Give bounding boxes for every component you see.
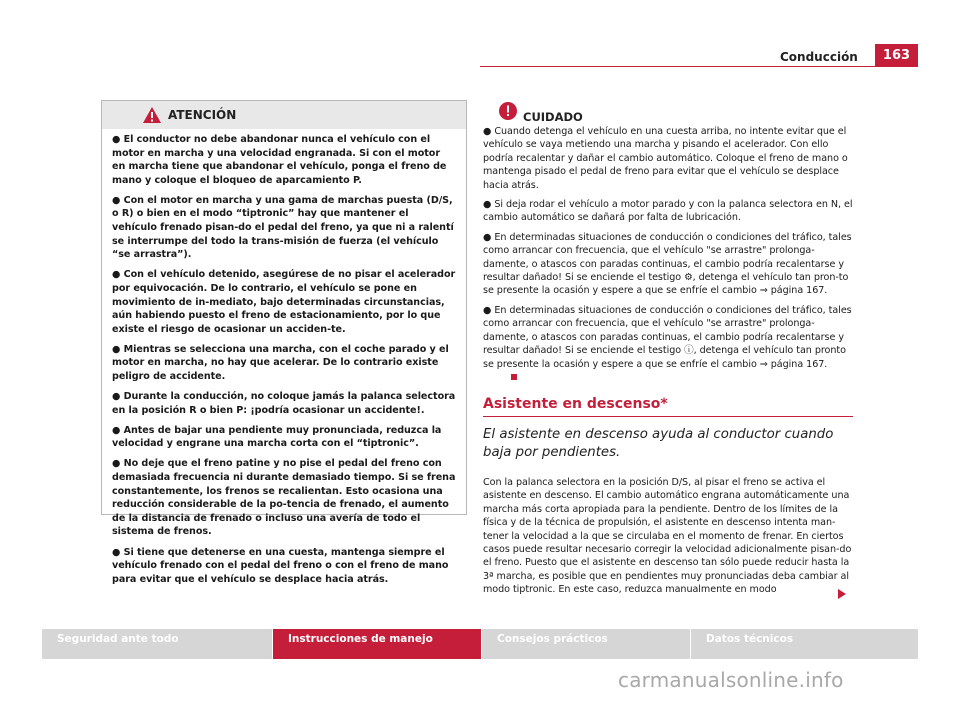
warning-item: ● Con el vehículo detenido, asegúrese de no pisar el acelerador por equivocación. De lo contrario, el vehículo se pone en movimiento de in-mediato, bajo determinadas circunstancias, aún habiendo puesto el freno de estacionamiento, por lo que existe el riesgo de ocasionar un acciden-te. [112, 269, 456, 335]
caution-exclamation-icon [498, 101, 518, 125]
section-title: Asistente en descenso* [483, 396, 668, 412]
caution-item: ● En determinadas situaciones de conducción o condiciones del tráfico, tales como arrancar con frecuencia, que el vehículo "se arrastre" prolonga-damente, o atascos con paradas continuas, el cambio podría recalentarse y resultar dañado! Si se enciende el testigo ⚙, detenga el vehículo tan pron-to se presente la ocasión y espere a que se enfríe el cambio ⇒ página 167. [483, 231, 852, 297]
warning-box [101, 100, 467, 585]
header-rule [480, 66, 918, 67]
warning-item: ● No deje que el freno patine y no pise el pedal del freno con demasiada frecuencia ni durante demasiado tiempo. Si se frena constantemente, los frenos se recalientan. Esto ocasiona una reducción considerable de la po-tencia de frenado, el aumento de la distancia de frenado o incluso una avería de todo el sistema de frenos. [112, 458, 456, 538]
end-of-section-marker-icon [511, 374, 517, 380]
warning-header [102, 101, 466, 129]
section-header-title: Conducción [780, 50, 858, 64]
tab-instrucciones[interactable]: Instrucciones de manejo [273, 629, 481, 659]
caution-item: ● Si deja rodar el vehículo a motor parado y con la palanca selectora en N, el cambio automático se dañará por falta de lubricación. [483, 199, 853, 224]
continue-arrow-icon [838, 584, 846, 603]
tab-datos[interactable]: Datos técnicos [691, 629, 918, 659]
caution-item-text: ● En determinadas situaciones de conducción o condiciones del tráfico, tales como arrancar con frecuencia, que el vehículo "se arrastre" prolonga-damente, o atascos con paradas continuas, el cambio podría recalentarse y resultar dañado! Si se enciende el testigo ⓘ, detenga el vehículo tan pronto se presente la ocasión y espere a que se enfríe el cambio ⇒ página 167. [483, 304, 852, 370]
tab-seguridad[interactable]: Seguridad ante todo [42, 629, 272, 659]
warning-body [102, 129, 466, 586]
page-number: 163 [875, 44, 918, 67]
warning-triangle-icon [142, 106, 162, 128]
warning-item: ● Antes de bajar una pendiente muy pronunciada, reduzca la velocidad y engrane una marcha corta con el “tiptronic”. [112, 424, 442, 450]
section-intro: El asistente en descenso ayuda al conductor cuando baja por pendientes. [483, 427, 834, 460]
warning-item: ● Si tiene que detenerse en una cuesta, mantenga siempre el vehículo frenado con el pedal del freno o con el freno de mano para evitar que el vehículo se desplace hacia atrás. [112, 546, 449, 585]
caution-item [483, 304, 853, 384]
caution-title: CUIDADO [523, 110, 583, 124]
warning-item: ● Con el motor en marcha y una gama de marchas puesta (D/S, o R) o bien en el modo “tiptronic” hay que mantener el vehículo frenado pisan-do el pedal del freno, ya que ni a ralentí se interrumpe del todo la trans-misión de fuerza (el vehículo “se arrastra”). [112, 194, 454, 261]
caution-header [483, 101, 853, 125]
watermark: carmanualsonline.info [618, 668, 844, 692]
warning-item: ● El conductor no debe abandonar nunca el vehículo con el motor en marcha y una velocidad engranada. Si con el motor en marcha tiene que abandonar el vehículo, ponga el freno de mano y coloque el bloqueo de aparcamiento P. [112, 134, 447, 186]
warning-item: ● Mientras se selecciona una marcha, con el coche parado y el motor en marcha, no hay que acelerar. De lo contrario existe peligro de accidente. [112, 343, 449, 382]
section-rule [483, 416, 853, 417]
warning-title: ATENCIÓN [168, 108, 237, 122]
caution-item: ● Cuando detenga el vehículo en una cuesta arriba, no intente evitar que el vehículo se vaya metiendo una marcha y pisando el acelerador. Con ello podría recalentar y dañar el cambio automático. Coloque el freno de mano o mantenga pisado el pedal de freno para evitar que el vehículo se desplace hacia atrás. [483, 126, 848, 191]
warning-item: ● Durante la conducción, no coloque jamás la palanca selectora en la posición R o bien P: ¡podría ocasionar un accidente!. [112, 391, 456, 416]
section-body: Con la palanca selectora en la posición D/S, al pisar el freno se activa el asistente en descenso. El cambio automático engrana automáticamente una marcha más corta apropiada para la pendiente. Dentro de los límites de la física y de la técnica de propulsión, el asistente en descenso intenta man-tener la velocidad a la que se circulaba en el momento de frenar. En ciertos casos puede resultar necesario corregir la velocidad adicionalmente pisan-do el freno. Puesto que el asistente en descenso tan sólo puede reducir hasta la 3ª marcha, es posible que en pendientes muy pronunciadas deba cambiar al modo tiptronic. En este caso, reduzca manualmente en modo [483, 477, 852, 596]
tab-consejos[interactable]: Consejos prácticos [482, 629, 690, 659]
caution-block [483, 101, 853, 390]
